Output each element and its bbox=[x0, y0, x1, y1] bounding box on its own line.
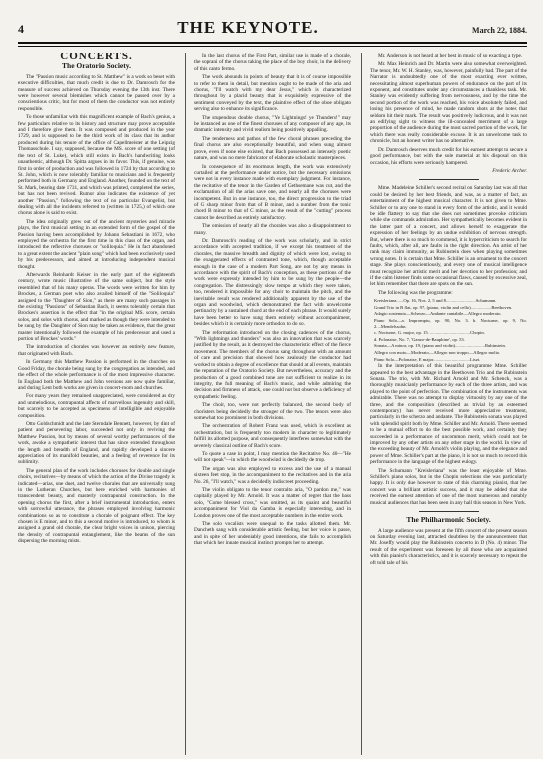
article-body bbox=[370, 53, 527, 166]
paragraph: Dr. Damrosch deserves much credit for his earnest attempt to secure a good performance, but with the sole material at his disposal on this occasion, his efforts were seriously hampered. bbox=[370, 146, 527, 166]
separator bbox=[419, 179, 479, 180]
section-title: CONCERTS. bbox=[60, 53, 133, 62]
page-header bbox=[18, 18, 527, 38]
paragraph: Afterwards Reinhardt Keiser in the early part of the eighteenth century, wrote music illustrative of the same subject, but the style resembled that of his many operas. The words were written for him by Brockes, a German poet who also availed himself of the "Soliloquia" assigned to the "Daughter of Sion," as there are many such passages in the existing "Passions" of Sebastian Bach, it seems tolerably certain that Brockes's assertion is the effect that "in the original MS. score, certain solos, and solos with chorus, and marked as though they were intended to be sung by the Daughter of Sion may be taken as evidence, that the great master intentionally followed the example of his predecessor and used a portion of Brockes' words." bbox=[18, 272, 175, 343]
paragraph: To those unfamiliar with this magnificent example of Bach's genius, a few particulars relative to its history and structure may prove acceptable and I therefore give them. It was composed and produced in the year 1729, and is supposed to be the third work of its class that its author produced during his tenure of the office of Capellmeister at the Leipzig Thomasschule. I say, supposed, because the MS. score of one setting (of the text of St. Luke), which still exists in Bach's handwriting looks unauthentic, although Dr. Spitta argues in its favor. This, if genuine, was first in order of production and was followed in 1724 by that according to St. John, which is now tolerably familiar to musicians and is frequently performed both in Germany and England. Another, founded on the text of St. Mark, bearing date 1731, and which was printed, completed the series, but has not been revived. Rumor also indicates the existence of yet another "Passion," following the text of no particular Evangelist, but dealing with all the incidents referred to (written in 1725,) of which one chorus alone is said to exist. bbox=[18, 114, 175, 217]
paragraph: In the last chorus of the First Part, similar use is made of a chorale, the soprani of the chorus taking the place of the boy choir, in the delivery of this canto fermo. bbox=[194, 53, 351, 72]
paragraph: The "Passion music according to St. Matthew" is a work so beset with executive difficulties, that much credit is due to Dr. Damrosch for the measure of success achieved on Thursday evening the 13th inst. There were however several blemishes which cannot be passed over by a conscientious critic, but for most of them the conductor was not entirely responsible. bbox=[18, 73, 175, 112]
paragraph: The stupendous double chorus, "Ye Lightnings! ye Thunders!" may be instanced as one of the finest choruses of any composer of any age, its dramatic intensity and vivid realism being positively appalling. bbox=[194, 114, 351, 134]
paragraph: The Schumann "Kreisleriana" was the least enjoyable of Mme. Schiller's piano solos, but in the Chopin selections she was particularly happy. It is only due however to state of this charming pianist, that her concert was a brilliant artistic success, and it may be added that she received the earnest attention of one of the most numerous and notably musical audiences that has been seen in any hall this season in New York. bbox=[370, 467, 527, 506]
author-signature: Frederic Archer. bbox=[492, 167, 527, 174]
paragraph: Mr. Max Heinrich and Dr. Martin were also somewhat overweighted. The tenor, Mr. W. H. Stanley, was, however, painfully bad. The part of the Narrator is undoubtedly one of the most exacting ever written, necessitating almost superhuman powers of endurance on the part of its exponent, and constitutes under any circumstances a thankless task. Mr. Stanley was evidently suffering from nervousness, and by the time the second portion of the work was reached, his voice absolutely failed, and losing his presence of mind, he made random shots at the notes that seldom hit their mark. The result was positively ludicrous, and it was not an edifying sight to witness the ill-concealed merriment of a large proportion of the audience during the most sacred portion of the work, for which there was really considerable excuse. It is an unwelcome task to chronicle, but an honest writer has no alternative. bbox=[370, 61, 527, 145]
paragraph: Mr. Anderson is not heard at her best in music of so exacting a type. bbox=[378, 53, 523, 59]
paragraph: The tenderness and pathos of the few choral phrases preceding the final chorus are also exceptionally beautiful, and when sung almost prove, even if none else existed, that Bach possessed an intensely poetic nature, and was no mere fabricator of elaborate scholastic masterpieces. bbox=[194, 135, 351, 162]
paragraph: The general plan of the work includes choruses for double and single choirs, recitatives—by means of which the action of the Divine tragedy is indicated—arias, one duet, and twelve chorales that are universally sung in the Lutheran Churches, but here enriched with harmonies of transcendent beauty, and masterly contrapuntal construction. In the opening chorus the first, after a brief instrumental introduction, enters with sorrowful utterance, the phrases employed involving harmonic combinations so as to constitute a chorale of poignant effect. The key chosen is E minor, and to this a second motive is introduced, to whom is assigned a grand old chorale, the clear bright voices in unison, piercing the density of contrapuntal entanglement, like the beams of the sun dispersing the morning mists. bbox=[18, 467, 175, 545]
programme-item: Kreisleriana......Op. 16, Nos. 2, 5 and 8..........................Schumann. bbox=[374, 298, 497, 304]
issue-date: March 22, 1884. bbox=[472, 26, 527, 35]
programme-item: Piano Solo—Polonaise, E major................................Liszt. bbox=[374, 356, 481, 362]
paragraph: The organ was also employed to excess and the use of a manual sixteen feet stop, in the accompaniment to the recitatives and in the aria No. 26, "I'll watch," was a decidedly indiscreet proceeding. bbox=[194, 465, 351, 485]
programme-item: c. Nocturne, G. major, op. 15. ...................................Chopin. bbox=[374, 330, 485, 336]
paragraph: The violin obligato to the tenor contralto aria, "O pardon me," was capitally played by Mr. Arnold. It was a matter of regret that the bass solo, "Come blessed cross," was omitted, as its quaint and beautiful accompaniment for Viol da Gamba is especially interesting, and in London proves one of the most acceptable numbers in the entire work. bbox=[194, 487, 351, 519]
programme-item: Piano Solo—a. Impromptu, op. 90, No. 3. b. Nocturne, op. 9, No. 2....Mendelssohn. bbox=[374, 318, 527, 329]
paragraph: Otto Goldschmidt and the late Sterndale Bennett, however, by dint of patient and persevering labor, succeeded not only in reviving the Matthew Passion, but by means of several worthy performances of the work, awoke a sympathetic interest that has since extended throughout the length and breadth of England, and rapidly developed a sincere appreciation of its manifold beauties, and a feeling of reverence for its sublimity. bbox=[18, 420, 175, 466]
paragraph: The choir, too, were not perfectly balanced, the second body of choristers being decidedly the stronger of the two. The tenors were also somewhat too prominent in both divisions. bbox=[194, 402, 351, 421]
article-body bbox=[370, 528, 527, 566]
paragraph: The following was the programme: bbox=[378, 289, 453, 296]
article-subtitle: The Oratorio Society. bbox=[62, 61, 131, 71]
paragraph: The orchestration of Robert Franz was used, which is excellent as orchestration, but is frequently too modern in character to legitimately fulfill its allotted purpose, and consequently interferes somewhat with the severely classical outline of Bach's score. bbox=[194, 423, 351, 449]
header-rule-thin bbox=[18, 46, 527, 47]
programme-item: d. Polonaise, No. 7, 'Ganzo-de-Bauphine', op. 53. bbox=[374, 336, 465, 342]
paragraph: In Germany this Matthew Passion is performed in the churches on Good Friday, the chorale being sung by the congregation as intended, and the effect of the whole performance is of the most impressive character. In England both the Matthew and John versions are now quite familiar, and during Lent both works are given in concert-room and churches. bbox=[18, 359, 175, 391]
paragraph: The solo vocalists were unequal to the tasks allotted them. Mr. Dancheth sang with considerable artistic feeling, but her voice is passe, and in spite of her undeniably good intentions, she fails to accomplish that which her innate musical instinct prompts her to attempt. bbox=[194, 521, 351, 547]
paragraph: The reformation introduced on the closing cadences of the chorus, "With lightnings and thunders" was also an innovation that was scarcely justified by the result, as it destroyed the characteristic effect of the fierce movement. The members of the chorus sang throughout with an amount of care and precision that showed how zealously the conductor had worked to obtain a degree of excellence that should at all events, maintain the reputation of the Oratorio Society. But nevertheless, accuracy and the production of a good combined tone are not sufficient to realize in its integrity, the full meaning of Bach's music, and while admiring the decision and firmness of attack, one could not but observe a deficiency of sympathetic feeling. bbox=[194, 329, 351, 400]
programme-list bbox=[370, 298, 527, 362]
article-body bbox=[370, 185, 527, 296]
paragraph: Mme. Madeleine Schiller's second recital on Saturday last was all that could be desired by her best friends, and was, as a matter of fact, an entertainment of the highest musical character. It is not given to Mme. Schiller or to any one to stand in every form of the artistic, and it would be idle flattery to say that she does not sometimes provoke criticism while she commands admiration. Her sympathetically becomes evident in the latter part of a concert, and allows herself to exaggerate the expression of her feelings by an undue exhibition of nervous strength. But, where there is so much to commend, it is hypercriticism to search for faults, which, after all, are faults in the right direction. An artist of her rank may claim immunity, as Rubinstein does when playing sometimes wrong notes. It is certain that Mme. Schiller is an ornament to the concert stage. She plays conscientiously, and every one of musical intelligence must recognize her artistic merit and her devotion to her profession; and if the calm listener finds some occasional flaws, caused by excessive zeal, let him remember that there are spots on the sun. bbox=[370, 185, 527, 288]
paragraph: The omission of nearly all the chorales was also a disappointment to many. bbox=[194, 223, 351, 236]
paragraph: A large audience was present at the fifth concert of the present season on Saturday evening last, attracted doubtless by the announcement that Mr. Joseffy would play the Rubinstein concerto in D (No. 4) minor. The result of the experiment was foreseen by all those who are acquainted with this pianist's characteristics, and it is scarcely necessary to repeat the oft told tale of his bbox=[370, 527, 527, 566]
paragraph: Dr. Damrosch's reading of the work was scholarly, and in strict accordance with accepted tradition, if we except his treatment of the chorales, the massive breadth and dignity of which were lost, owing to the exaggerated effects of contrasted tone, which, though acceptable enough in the case of a modern Part Song, are not by any means in accordance with the spirit of Bach's conception, as these portions of the work were expressly intended by him to be sung by the people—the congregation. The distressingly slow tempo at which they were taken, too, rendered it impossible for any choir to maintain the pitch, and the inevitable result was rendered additionally apparent by the use of the organ and woodwind, which demonstrated the fact with unwelcome pertinacity by a sustained chord at the end of each phrase. It would surely have been better to have sung them entirely without accompaniment, besides which it is certainly more orthodox to do so. bbox=[194, 237, 351, 328]
column-2 bbox=[185, 53, 351, 755]
columns bbox=[18, 53, 527, 755]
paragraph: To quote a case in point, I may mention the Recitative No. 40—"He will not speak"—in which the woodwind is decidedly de trop. bbox=[194, 450, 351, 464]
page-number: 4 bbox=[18, 22, 24, 36]
paragraph: For many years they remained unappreciated, were considered as dry and unmelodious, contrapuntal affects of marvellous ingenuity and skill, but scarcely to be accepted as specimens of intelligible and enjoyable composition. bbox=[18, 393, 175, 419]
paragraph: In consequence of its enormous length, the work was extensively curtailed at the performance under notice, but the necessary omissions were not in every instance made with exemplary judgment. For instance, the recitative of the tenor in the Garden of Gethsemane was cut, and the exclamation of all the arias save one, and nearly all the choruses were incompetent. But in one instance, too, the direct progression to the triad of G sharp minor from that of B minor, and a number from the tonic chord B minor to that of C minor, as the result of the "cutting" process cannot be described as entirely satisfactory. bbox=[194, 163, 351, 221]
paragraph: The idea originally grew out of the ancient mysteries and miracle plays, the first musical setting in an extended form of the gospel of the Passion having been accomplished by Johann Sebastiani in 1672, who employed the orchestra for the first time in this class of the organ, and introduced the reflective choruses or "soliloquia." He in fact abandoned to a great extent the ancient "plain song" which had been exclusively used by his predecessors, and aimed at introducing independent musical thought. bbox=[18, 218, 175, 270]
paragraph: The work abounds in points of beauty that it is of course impossible to refer to them in detail, but mention ought to be made of the aria and chorus, "I'll watch with my dear Jesus," which is characterized throughout by a placid beauty that is exquisitely expressive of the sentiment conveyed by the text, the plaintive effect of the oboe obligato serving also to enhance its significance. bbox=[194, 74, 351, 113]
article-body bbox=[370, 363, 527, 506]
programme-item: Sonata—A minor, op. 19, (piano and violin)..........................Rubinstein. bbox=[374, 343, 507, 349]
paragraph: The introduction of chorales was however an entirely new feature, that originated with Bach. bbox=[18, 344, 175, 357]
article-body bbox=[194, 53, 351, 547]
separator bbox=[419, 511, 479, 512]
header-rule bbox=[18, 42, 527, 44]
article-subtitle: The Philharmonic Society. bbox=[406, 515, 491, 525]
programme-item: Allegro con moto—Moderato—Allegro non troppo—Allegro molto. bbox=[374, 349, 501, 355]
column-1 bbox=[18, 53, 175, 755]
article-body bbox=[18, 74, 175, 545]
column-3 bbox=[361, 53, 527, 755]
programme-item: Adagio sostenuto—Scherzo—Andante cantabile—Allegro moderato. bbox=[374, 311, 502, 317]
masthead: THE KEYNOTE. bbox=[177, 18, 319, 37]
programme-item: Grand Trio in B flat, op. 97, (piano, violin and cello)..................Beethoven. bbox=[374, 304, 513, 310]
paragraph: In the interpretation of this beautiful programme Mme. Schiller appeared to the best advantage in the Beethoven Trio and the Rubinstein Sonata. The trio, with Mr. Richard Arnold and Mr. Schenck, was a thoroughly musicianly performance by each of the three artists, and was played to the point of perfection. The combination of the instruments was admirable. There was no attempt to display virtuosity by any one of the three, and the composition (described as trivial by an esteemed contemporary) has never received more appreciative treatment, particularly in the scherzo and andante. The Rubinstein sonata was played with splendid spirit both by Mme. Schiller and Mr. Arnold. There seemed to be a mutual effort to do the best possible work, and certainly they succeeded in a performance of uncommon merit, which could not be improved by any other artists on any other stage in the world. In view of the exceeding beauty of Mr. Arnold's violin playing, and the elegance and power of Mme. Schiller's part at the piano, it is not so much to record this performance in the language of the highest eulogy. bbox=[370, 363, 527, 466]
